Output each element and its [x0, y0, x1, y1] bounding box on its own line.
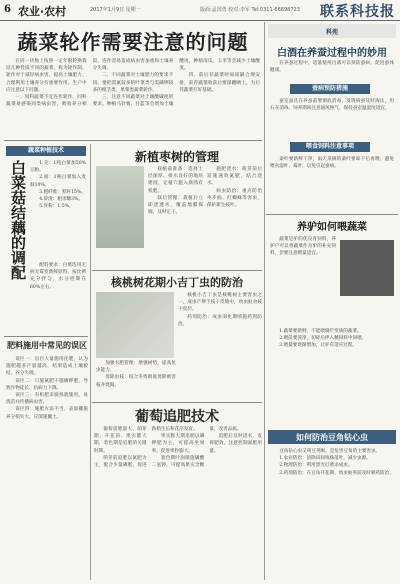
paragraph: 果实膨大期追肥以磷钾肥为主，可提高坐果率，促进果粒膨大。 [151, 434, 205, 454]
fertilizer-article-title: 肥料施用中常见的误区 [7, 340, 87, 350]
paragraph: 在养蚕过程中，适量使用白酒可以预防蚕病、促进蚕体健康。 [270, 61, 394, 74]
grape-article-title: 葡萄追肥技术 [135, 409, 219, 425]
left-feature-body [30, 262, 86, 332]
grape-article-body [94, 426, 262, 578]
silkworm-section2-label: 喂食饲料注意事项 [290, 142, 370, 152]
walnut-photo [96, 292, 174, 358]
jujube-photo [96, 166, 144, 248]
divider [92, 270, 262, 271]
main-headline: 蔬菜轮作需要注意的问题 [17, 30, 249, 54]
left-feature-items [30, 160, 86, 260]
paragraph: 栽后管理：栽植后立即浇透水，覆盖地膜保墒，及时定干。 [148, 195, 203, 216]
paragraph: 配料要求：白菜选用无病无霉变新鲜原料，按比例充分拌匀，水分控制在60%左右。 [30, 263, 86, 290]
editor-info: 版面:孟国勇 校对:李军 Tel:0311-66698723 [200, 7, 300, 13]
walnut-article-title: 核桃树花期小吉丁虫的防治 [111, 276, 243, 289]
paragraph: 萌芽前追肥以氮肥为主，配合少量磷肥，促进新梢生长和花序发育。 [94, 427, 198, 469]
divider [4, 140, 262, 141]
main-article-point: 四、前后茬蔬菜时间间隔合理安排，前茬蔬菜收获后要深翻晒土，为后茬蔬菜打好基础。 [179, 73, 260, 93]
list-item: 2.喂前要洗净，切碎后拌入精饲料中饲喂。 [279, 336, 367, 342]
list-item: 3.喂量要逐渐增加，让驴有适应过程。 [279, 343, 358, 349]
walnut-article-body [178, 292, 262, 376]
walnut-article-body-2 [96, 360, 176, 400]
list-item: 4.碎渣：粗米糠3%。 [39, 197, 84, 203]
left-feature-vertical-title: 白菜菇结藕的调配 [9, 160, 27, 280]
paragraph: 加强水肥管理：增强树势，提高抗虫能力。 [96, 361, 176, 374]
main-article-intro: 在同一块地上按照一定年限轮换栽培几种性质不同的蔬菜，称为轮作制。轮作对于减轻病虫害、提高土壤肥力、合理利用土壤养分有重要作用。生产中应注意以下问题。 [6, 59, 87, 93]
silkworm-section1-body [270, 98, 394, 138]
paragraph: 蚕室蚕具在养蚕前要彻底消毒，发现病蚕及时淘汰，用石灰消毒。饲养期间注意通风换气，保持蚕室温湿度适宜。 [270, 99, 394, 112]
right-column-label: 科苑 [325, 29, 338, 36]
section-number: 6 [4, 4, 11, 15]
paragraph: 蔬菜是驴的优良青饲料，养驴户可以将蔬菜作为驴的补充饲料，但要注意喂量适宜。 [270, 237, 336, 257]
donkey-article-title: 养驴如何喂蔬菜 [297, 222, 367, 233]
jujube-article-body [148, 166, 262, 266]
issue-date: 2017年1月9日 星期一 [90, 7, 141, 13]
list-item: 3.粗纤维：秸秆15%。 [39, 189, 86, 195]
list-item: 2.面：1吨白菜加入麦麸10%。 [30, 175, 86, 188]
paragraph: 误区四：施肥方法不当，表面撒施养分损失大，应深施覆土。 [6, 407, 88, 420]
left-feature-banner: 蔬菜种植技术 [6, 146, 86, 156]
silkworm-section2-body [270, 156, 394, 210]
paragraph: 病虫防治：重点防治枣步曲、红蜘蛛等害虫，保护新生枝叶。 [207, 188, 262, 209]
paragraph: 豆角钻心虫又叫豆荚螟，是危害豆角的主要害虫。 [279, 449, 381, 454]
divider [266, 214, 398, 215]
divider [4, 336, 88, 337]
paragraph: 桑叶要新鲜干净，雨天采摘的桑叶要晾干后再喂，避免喂食湿叶、霉叶，以免引起蚕病。 [270, 157, 394, 170]
list-item: 1.壳：1吨白菜加50%豆粕。 [30, 161, 86, 174]
fertilizer-article-body [6, 356, 88, 578]
paragraph: 核桃小吉丁虫是核桃树主要害虫之一，成虫产卵于枝干皮缝中，幼虫蛀食枝干皮层。 [178, 293, 262, 313]
paragraph: 着色期叶面喷施磷酸二氢钾，可提高果实含糖量，改善品质。 [151, 427, 242, 469]
paragraph: 误区二：只施氮肥不施磷钾肥，导致作物徒长、抗病力下降。 [6, 378, 88, 391]
paragraph: 药剂防治：成虫羽化期喷施药剂防治。 [178, 314, 262, 327]
main-article-point: 二、不同蔬菜对土壤肥力的要求不同。要把需氮较多的叶菜类与需磷钾较多的根茎类、果菜类蔬菜轮作。 [92, 73, 174, 93]
paragraph: 施肥浇水：萌芽前后追施速效氮肥，结合浇水。 [207, 167, 262, 187]
section-name: 农业·农村 [18, 5, 67, 18]
donkey-article-body [270, 236, 336, 326]
main-article-body [6, 58, 260, 138]
list-item: 3.药剂防治：在豆角开花期、幼虫蛀荚前及时喷药防治。 [279, 470, 394, 476]
list-item: 1.农业防治：清除田间残株落叶，减少虫源。 [279, 456, 371, 462]
silkworm-section1-label: 蚕病预防措施 [290, 84, 370, 94]
column-divider [90, 144, 91, 580]
bean-pest-body [270, 448, 394, 578]
paragraph: 栽植前准备：选择土层深厚、排水良好的地块建园，定植穴施入腐熟有机肥。 [148, 167, 203, 194]
divider [92, 402, 262, 403]
paragraph: 误区一：盲目大量施用化肥，认为施肥越多产量越高，结果造成土壤板结、养分失调。 [6, 357, 88, 377]
paragraph: 葡萄需肥量大，萌芽期、开花前、果实膨大期、着色期是追肥的关键时期。 [94, 427, 147, 454]
main-article-point: 一、同科蔬菜不宜连作轮作。同科蔬菜易感染同类病虫害，吸收养分相似，连作容易造成病虫害加重和土壤养分失调。 [6, 59, 174, 108]
newspaper-masthead: 联系科技报 [320, 4, 395, 20]
main-article-point: 三、注意不同蔬菜对土壤酸碱度的要求。种植马铃薯、甘蓝等会增加土壤酸度，种植南瓜、玉米等会减少土壤酸度。 [92, 59, 260, 108]
bean-pest-title: 如何防治豆角钻心虫 [268, 430, 396, 444]
list-item: 1.蔬菜要新鲜，不能喂腐烂变质的蔬菜。 [279, 329, 362, 334]
donkey-photo [340, 240, 394, 296]
donkey-article-points [270, 328, 394, 424]
silkworm-feature-body [270, 60, 394, 80]
list-item: 5.骨粉：1.5%。 [39, 204, 74, 210]
silkworm-feature-title: 白酒在养蚕过程中的妙用 [277, 48, 387, 59]
list-item: 2.物理防治：利用黑光灯诱杀成虫。 [279, 463, 353, 469]
paragraph: 追肥后及时浇水，发挥肥效，注意控制氮肥用量。 [209, 434, 262, 454]
jujube-article-title: 新植枣树的管理 [134, 150, 219, 164]
paragraph: 剪除虫枝：结合冬剪彻底剪除被害枝并烧毁。 [96, 375, 176, 388]
page-header [0, 0, 400, 21]
paragraph: 误区三：有机肥未腐熟就施用，易烧苗并传播病虫害。 [6, 393, 88, 406]
column-divider [264, 22, 265, 580]
